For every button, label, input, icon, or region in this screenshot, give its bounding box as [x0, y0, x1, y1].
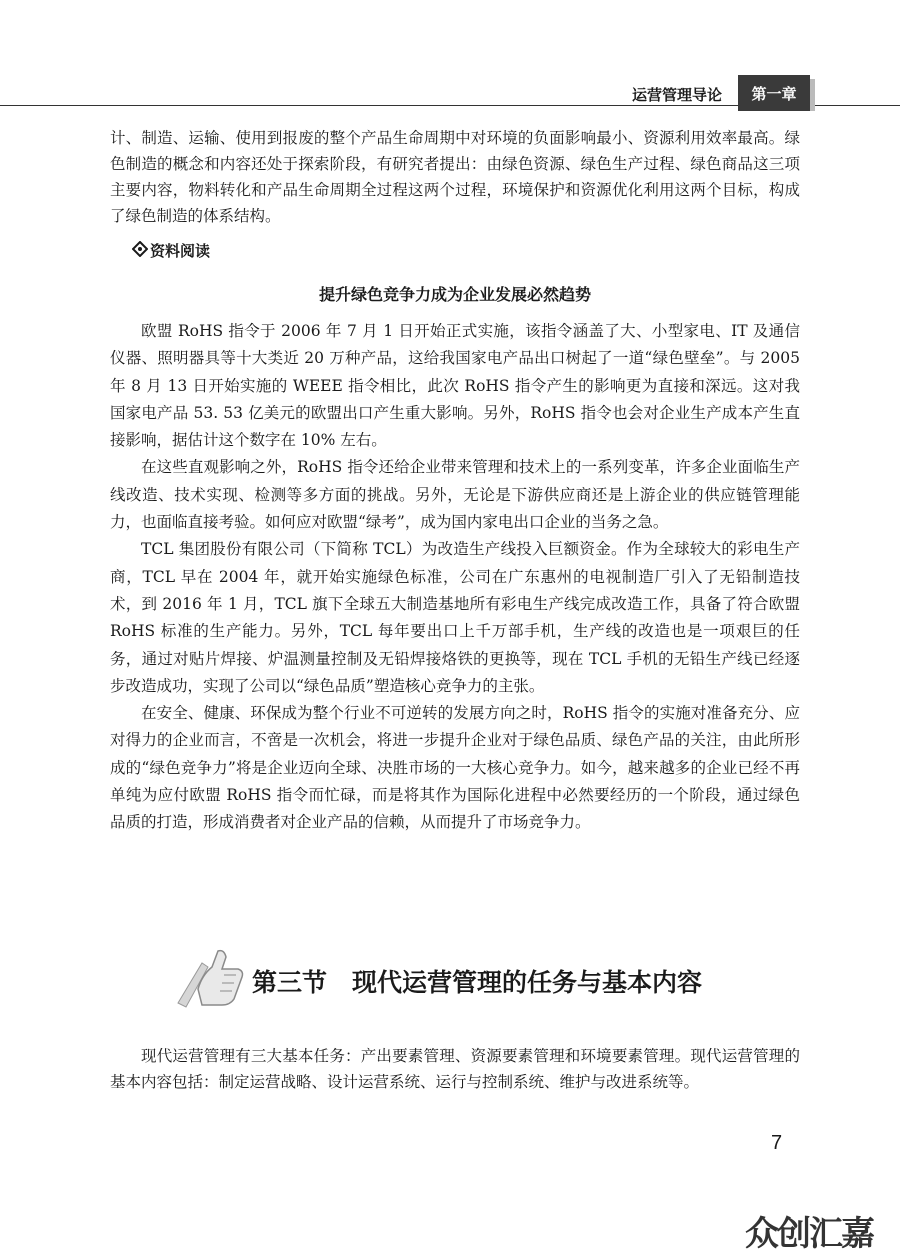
- chapter-label: 第一章: [751, 84, 797, 103]
- page-number: 7: [771, 1132, 783, 1154]
- chapter-tab-shadow: [810, 79, 815, 111]
- section-thumb-icon: [172, 945, 248, 1011]
- reading-paragraph: 欧盟 RoHS 指令于 2006 年 7 月 1 日开始正式实施，该指令涵盖了大、小型家电、IT 及通信仪器、照明器具等十大类近 20 万种产品，这给我国家电产品出口树起了一道“绿色壁垒”。与 2005 年 8 月 13 日开始实施的 WEEE 指令相比，此次 RoHS 指令产生的影响更为直接和深远。这对我国家电产品 53. 53 亿美元的欧盟出口产生重大影响。另外，RoHS 指令也会对企业生产成本产生直接影响，据估计这个数字在 10% 左右。: [110, 322, 800, 450]
- chapter-tab: [738, 75, 810, 111]
- section-heading: 第三节 现代运营管理的任务与基本内容: [252, 968, 703, 997]
- reading-label-text: 资料阅读: [150, 242, 211, 260]
- diamond-outline-icon: [132, 241, 148, 261]
- watermark-logo: 众创汇嘉: [745, 1214, 873, 1254]
- running-header-title: 运营管理导论: [632, 86, 723, 104]
- reading-paragraph: 在安全、健康、环保成为整个行业不可逆转的发展方向之时，RoHS 指令的实施对准备充分、应对得力的企业而言，不啻是一次机会，将进一步提升企业对于绿色品质、绿色产品的关注，由此所形成的“绿色竞争力”将是企业迈向全球、决胜市场的一大核心竞争力。如今，越来越多的企业已经不再单纯为应付欧盟 RoHS 指令而忙碌，而是将其作为国际化进程中必然要经历的一个阶段，通过绿色品质的打造，形成消费者对企业产品的信赖，从而提升了市场竞争力。: [110, 704, 800, 832]
- reading-label: [132, 240, 210, 261]
- reading-paragraph: 在这些直观影响之外，RoHS 指令还给企业带来管理和技术上的一系列变革，许多企业面临生产线改造、技术实现、检测等多方面的挑战。另外，无论是下游供应商还是上游企业的供应链管理能力，也面临直接考验。如何应对欧盟“绿考”，成为国内家电出口企业的当务之急。: [110, 458, 800, 532]
- intro-paragraph: 计、制造、运输、使用到报废的整个产品生命周期中对环境的负面影响最小、资源利用效率最高。绿色制造的概念和内容还处于探索阶段，有研究者提出：由绿色资源、绿色生产过程、绿色商品这三项主要内容，物料转化和产品生命周期全过程这两个过程，环境保护和资源优化利用这两个目标，构成了绿色制造的体系结构。: [110, 129, 800, 225]
- reading-body: [110, 318, 800, 837]
- reading-paragraph: TCL 集团股份有限公司（下简称 TCL）为改造生产线投入巨额资金。作为全球较大的彩电生产商，TCL 早在 2004 年，就开始实施绿色标准，公司在广东惠州的电视制造厂引入了无铅制造技术，到 2016 年 1 月，TCL 旗下全球五大制造基地所有彩电生产线完成改造工作，具备了符合欧盟 RoHS 标准的生产能力。另外，TCL 每年要出口上千万部手机，生产线的改造也是一项艰巨的任务，通过对贴片焊接、炉温测量控制及无铅焊接烙铁的更换等，现在 TCL 手机的无铅生产线已经逐步改造成功，实现了公司以“绿色品质”塑造核心竞争力的主张。: [110, 540, 800, 695]
- article-title: 提升绿色竞争力成为企业发展必然趋势: [318, 285, 591, 304]
- section-paragraph: 现代运营管理有三大基本任务：产出要素管理、资源要素管理和环境要素管理。现代运营管理的基本内容包括：制定运营战略、设计运营系统、运行与控制系统、维护与改进系统等。: [110, 1047, 800, 1091]
